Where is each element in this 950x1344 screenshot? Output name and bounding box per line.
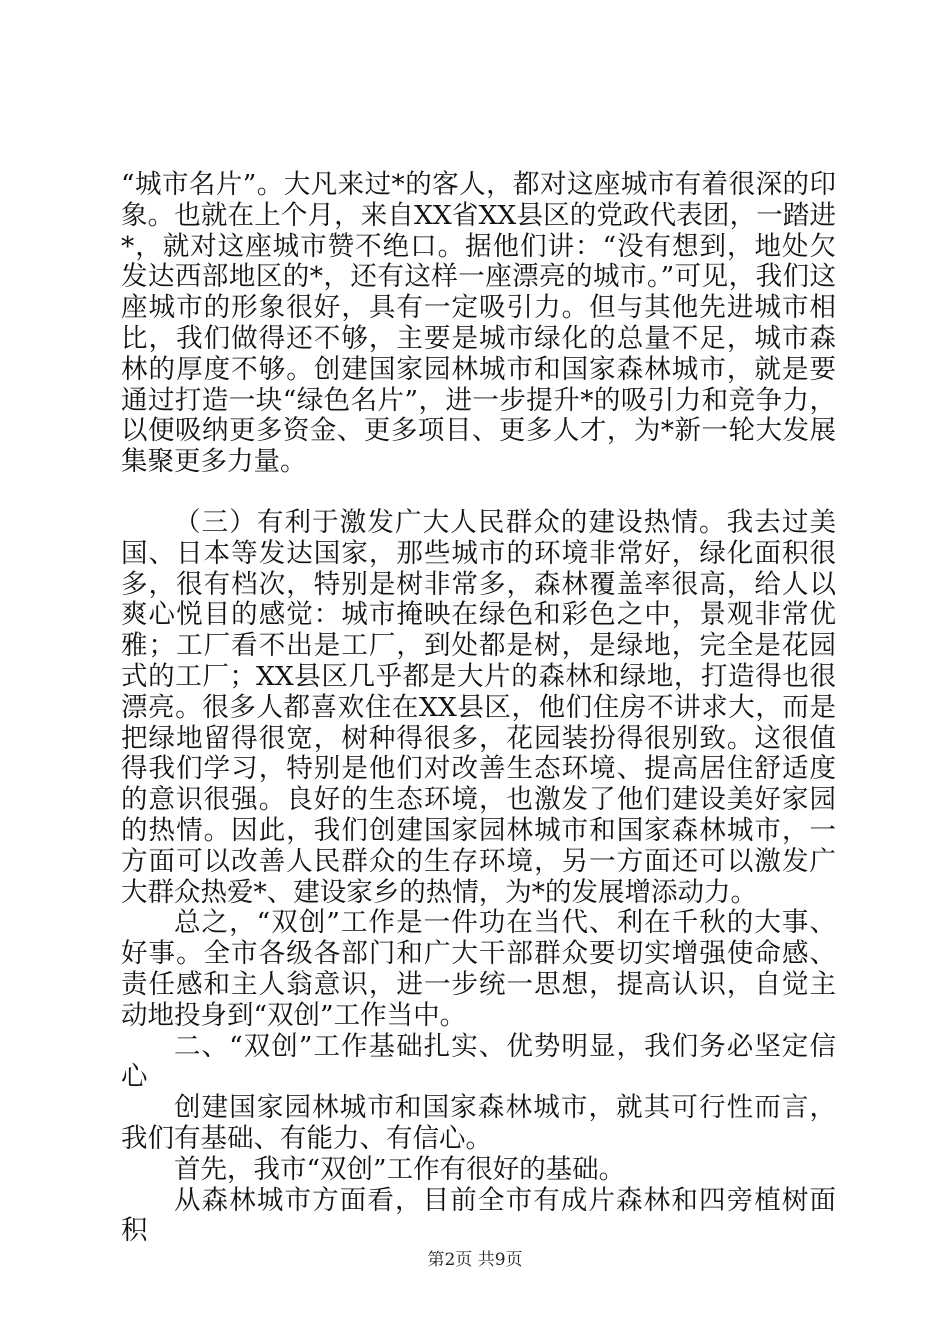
paragraph-summary: 总之，“双创”工作是一件功在当代、利在千秋的大事、好事。全市各级各部门和广大干部群众要切实增强使命感、责任感和主人翁意识，进一步统一思想，提高认识，自觉主动地投身到“双创”工作当中。 (121, 907, 836, 1031)
paragraph-section-three: （三）有利于激发广大人民群众的建设热情。我去过美国、日本等发达国家，那些城市的环境非常好，绿化面积很多，很有档次，特别是树非常多，森林覆盖率很高，给人以爽心悦目的感觉：城市掩映在绿色和彩色之中，景观非常优雅；工厂看不出是工厂，到处都是树，是绿地，完全是花园式的工厂；XX县区几乎都是大片的森林和绿地，打造得也很漂亮。很多人都喜欢住在XX县区，他们住房不讲求大，而是把绿地留得很宽，树种得很多，花园装扮得很别致。这很值得我们学习，特别是他们对改善生态环境、提高居住舒适度的意识很强。良好的生态环境，也激发了他们建设美好家园的热情。因此，我们创建国家园林城市和国家森林城市，一方面可以改善人民群众的生存环境，另一方面还可以激发广大群众热爱*、建设家乡的热情，为*的发展增添动力。 (121, 506, 836, 908)
page-footer: 第2页 共9页 (427, 1250, 523, 1270)
document-body (121, 170, 836, 1247)
section-heading-two: 二、“双创”工作基础扎实、优势明显，我们务必坚定信心 (121, 1030, 836, 1093)
paragraph-forest-city: 从森林城市方面看，目前全市有成片森林和四旁植树面积 (121, 1184, 836, 1247)
paragraph-first-point: 首先，我市“双创”工作有很好的基础。 (174, 1153, 626, 1185)
paragraph-city-card: “城市名片”。大凡来过*的客人，都对这座城市有着很深的印象。也就在上个月，来自XX省XX县区的党政代表团，一踏进*，就对这座城市赞不绝口。据他们讲：“没有想到，地处欠发达西部地区的*，还有这样一座漂亮的城市。”可见，我们这座城市的形象很好，具有一定吸引力。但与其他先进城市相比，我们做得还不够，主要是城市绿化的总量不足，城市森林的厚度不够。创建国家园林城市和国家森林城市，就是要通过打造一块“绿色名片”，进一步提升*的吸引力和竞争力，以便吸纳更多资金、更多项目、更多人才，为*新一轮大发展集聚更多力量。 (121, 169, 836, 478)
paragraph-feasibility: 创建国家园林城市和国家森林城市，就其可行性而言，我们有基础、有能力、有信心。 (121, 1092, 836, 1154)
